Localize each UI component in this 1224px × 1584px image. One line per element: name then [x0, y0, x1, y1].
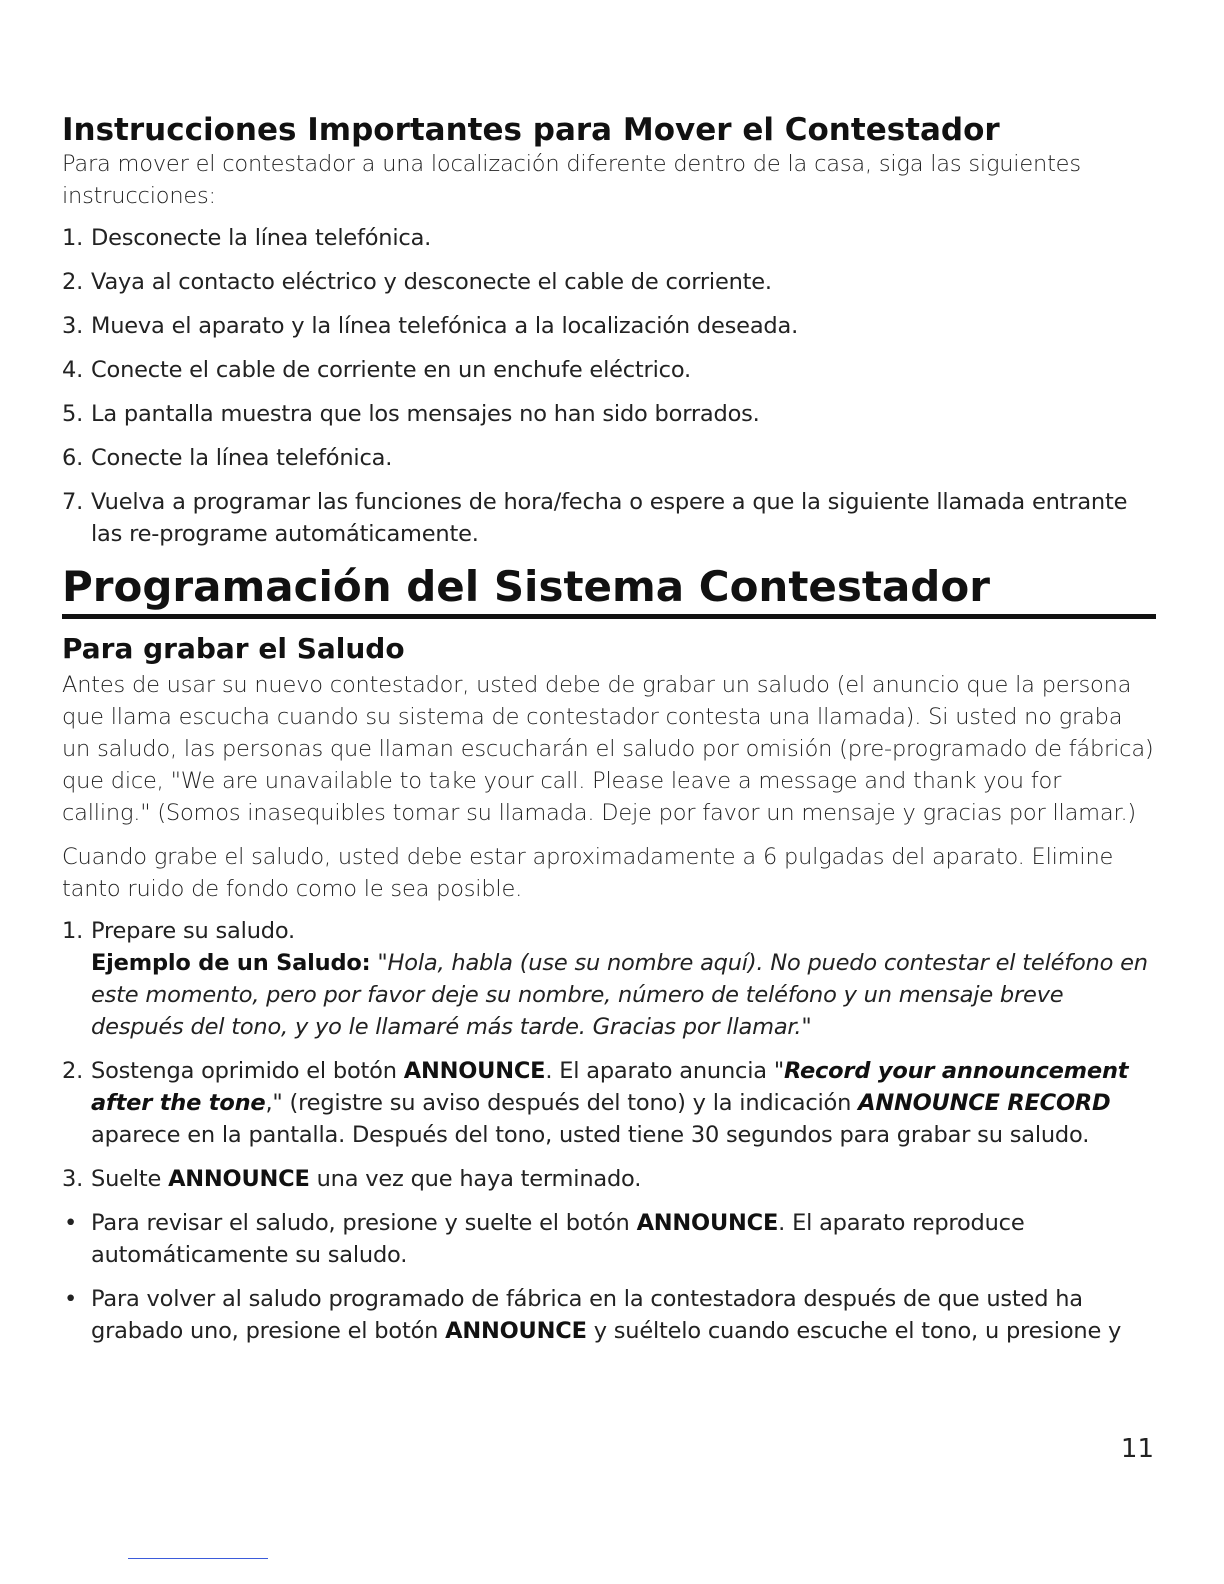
- bullet-icon: •: [64, 1286, 78, 1312]
- list-item: 2. Vaya al contacto eléctrico y desconecte el cable de corriente.: [62, 269, 772, 295]
- section-title-programming: Programación del Sistema Contestador: [62, 562, 1156, 619]
- page-number: 11: [1120, 1434, 1154, 1464]
- moving-intro: Para mover el contestador a una localización diferente dentro de la casa, siga las siguientes instrucciones:: [62, 151, 1081, 209]
- list-item: 3. Suelte ANNOUNCE una vez que haya terminado.: [62, 1166, 642, 1192]
- example-greeting: "Hola, habla (use su nombre aquí). No puedo contestar el teléfono en este momento, pero por favor deje su nombre, número de teléfono y un mensaje breve después del tono, y yo le llamaré más tarde. Gracias por llamar.": [91, 950, 1148, 1040]
- section-title-moving: Instrucciones Importantes para Mover el Contestador: [62, 112, 1000, 148]
- greeting-tips-list: [62, 1207, 1156, 1347]
- list-item: • Para volver al saludo programado de fábrica en la contestadora después de que usted ha grabado uno, presione el botón ANNOUNCE y suéltelo cuando escuche el tono, u presione y: [62, 1283, 1156, 1347]
- list-item: 1. Desconecte la línea telefónica.: [62, 225, 432, 251]
- list-item: 6. Conecte la línea telefónica.: [62, 445, 393, 471]
- footer-divider: [128, 1558, 268, 1559]
- list-item: 5. La pantalla muestra que los mensajes no han sido borrados.: [62, 401, 760, 427]
- list-item: 7. Vuelva a programar las funciones de hora/fecha o espere a que la siguiente llamada entrante las re-programe automáticamente.: [62, 489, 1128, 547]
- greeting-distance-paragraph: Cuando grabe el saludo, usted debe estar aproximadamente a 6 pulgadas del aparato. Elimine tanto ruido de fondo como le sea posible.: [62, 844, 1114, 902]
- moving-steps-list: [62, 222, 1156, 550]
- list-item: 4. Conecte el cable de corriente en un enchufe eléctrico.: [62, 357, 691, 383]
- list-item: • Para revisar el saludo, presione y suelte el botón ANNOUNCE. El aparato reproduce automáticamente su saludo.: [62, 1207, 1156, 1271]
- list-item: 3. Mueva el aparato y la línea telefónica a la localización deseada.: [62, 313, 799, 339]
- bullet-icon: •: [64, 1210, 78, 1236]
- manual-page: [62, 112, 1156, 1359]
- greeting-intro-paragraph: Antes de usar su nuevo contestador, usted debe de grabar un saludo (el anuncio que la persona que llama escucha cuando su sistema de contestador contesta una llamada). Si usted no graba un saludo, las personas que llaman escucharán el saludo por omisión (pre-programado de fábrica) que dice, "We are unavailable to take your call. Please leave a message and thank you for calling." (Somos inasequibles tomar su llamada. Deje por favor un mensaje y gracias por llamar.): [62, 672, 1154, 826]
- list-item: 2. Sostenga oprimido el botón ANNOUNCE. El aparato anuncia "Record your announcement after the tone," (registre su aviso después del tono) y la indicación ANNOUNCE RECORD aparece en la pantalla. Después del tono, usted tiene 30 segundos para grabar su saludo.: [62, 1058, 1129, 1148]
- example-label: Ejemplo de un Saludo:: [91, 950, 371, 976]
- greeting-steps-list: [62, 915, 1156, 1195]
- subsection-title-greeting: Para grabar el Saludo: [62, 632, 405, 665]
- list-item: 1. Prepare su saludo. Ejemplo de un Saludo: "Hola, habla (use su nombre aquí). No puedo contestar el teléfono en este momento, pero por favor deje su nombre, número de teléfono y un mensaje breve después del tono, y yo le llamaré más tarde. Gracias por llamar.": [62, 918, 1148, 1040]
